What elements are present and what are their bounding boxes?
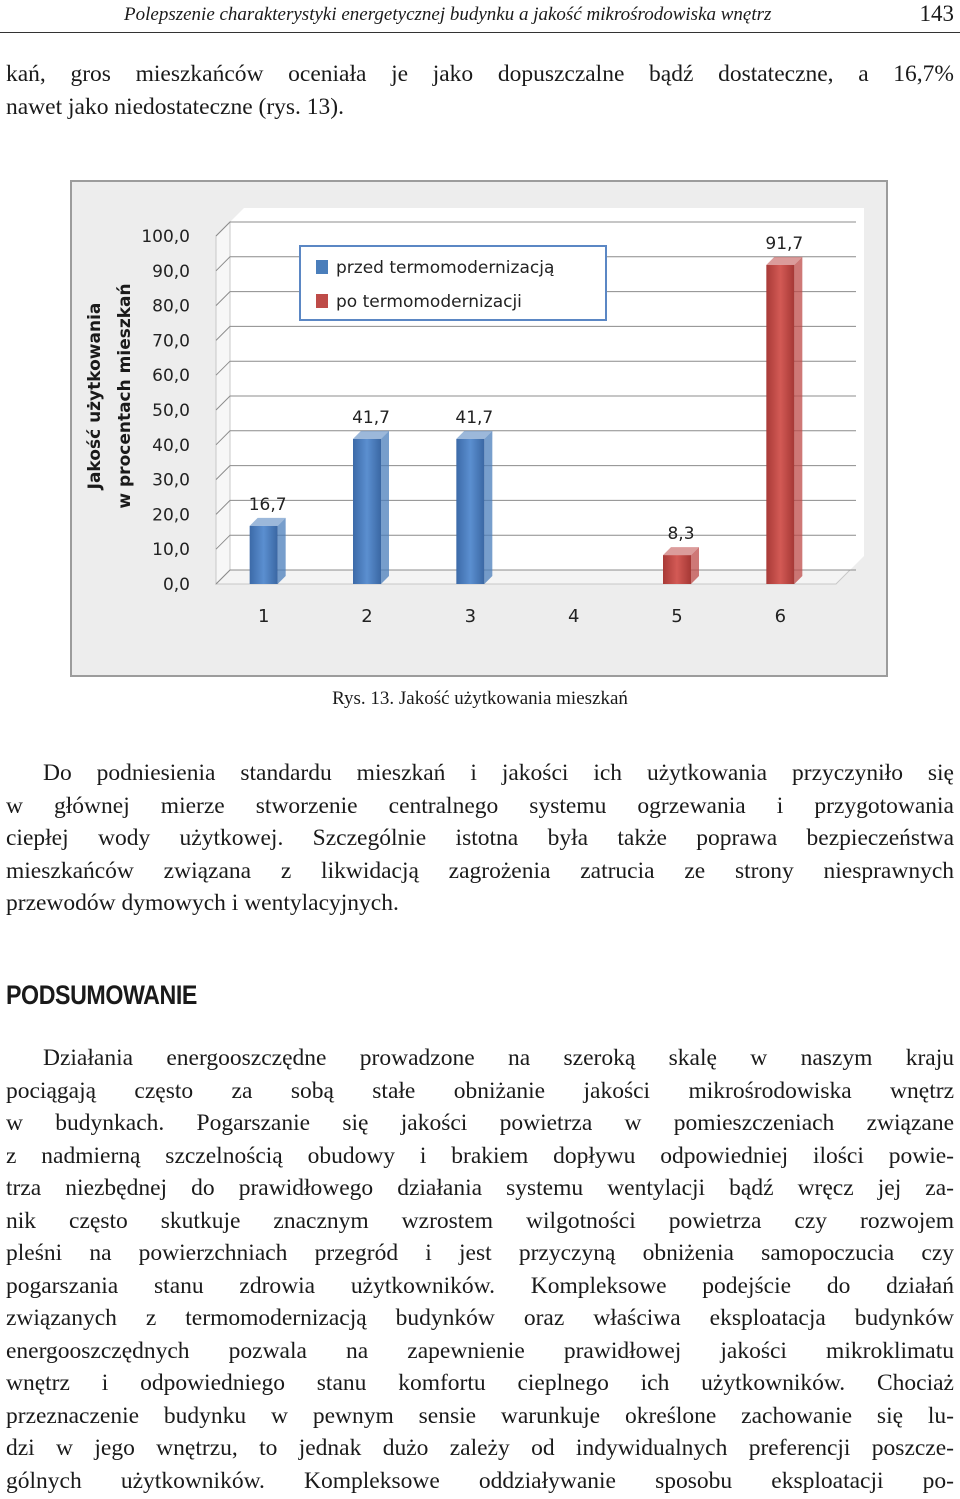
legend-swatch bbox=[316, 294, 328, 308]
bar-side bbox=[484, 431, 492, 584]
bar bbox=[766, 265, 794, 584]
y-tick-label: 40,0 bbox=[152, 435, 190, 456]
text-line: w głównej mierze stworzenie centralnego systemu ogrzewania i przygotowania bbox=[6, 792, 954, 819]
text-line: ciepłej wody użytkowej. Szczególnie istotna była także poprawa bezpieczeństwa bbox=[6, 825, 954, 851]
x-tick-label: 2 bbox=[361, 606, 373, 627]
text-line: z nadmierną szczelnością obudowy i brakiem dopływu odpowiedniej ilości powie- bbox=[6, 1142, 954, 1169]
data-label: 16,7 bbox=[248, 494, 287, 515]
page-number: 143 bbox=[919, 1, 954, 26]
body-paragraph-1 bbox=[6, 757, 954, 790]
bar-side bbox=[381, 431, 389, 584]
text-line: pogarszania stanu zdrowia użytkowników. Kompleksowe podejście do działań bbox=[6, 1272, 954, 1299]
text-line: dzi w jego wnętrzu, to jednak dużo zależy od indywidualnych preferencji poszcze- bbox=[6, 1435, 954, 1461]
text-line: pleśni na powierzchniach przegród i jest przyczyną obniżenia samopoczucia czy bbox=[6, 1240, 954, 1266]
body-paragraph-2-cont bbox=[6, 1075, 954, 1498]
text-line: kań, gros mieszkańców oceniała je jako dopuszczalne bądź dostateczne, a 16,7% bbox=[6, 61, 954, 87]
y-tick-label: 0,0 bbox=[162, 575, 190, 595]
body-paragraph-2 bbox=[6, 1042, 954, 1075]
bar bbox=[250, 526, 278, 584]
running-header bbox=[0, 0, 960, 33]
bar-chart bbox=[70, 180, 888, 677]
text-line: Działania energooszczędne prowadzone na szeroką skalę w naszym kraju bbox=[43, 1045, 954, 1071]
legend-label: po termomodernizacji bbox=[336, 292, 522, 312]
y-axis-label: Jakość użytkowania bbox=[85, 302, 105, 490]
y-tick-label: 10,0 bbox=[152, 540, 190, 561]
text-line: gólnych użytkowników. Kompleksowe oddziaływanie sposobu eksploatacji po- bbox=[6, 1467, 954, 1494]
x-tick-label: 5 bbox=[671, 606, 683, 627]
bar bbox=[353, 439, 381, 584]
y-tick-label: 30,0 bbox=[152, 470, 190, 491]
text-line: energooszczędnych pozwala na zapewnienie prawidłowej jakości mikroklimatu bbox=[6, 1337, 954, 1364]
intro-paragraph bbox=[6, 58, 954, 123]
legend-swatch bbox=[316, 260, 328, 274]
text-line: przewodów dymowych i wentylacyjnych. bbox=[6, 890, 399, 916]
text-line: związanych z termomodernizacją budynków oraz właściwa eksploatacja budynków bbox=[6, 1305, 954, 1331]
text-line: w budynkach. Pogarszanie się jakości powietrza w pomieszczeniach związane bbox=[6, 1110, 954, 1136]
legend-label: przed termomodernizacją bbox=[336, 258, 555, 278]
text-line: mieszkańców związana z likwidacją zagrożenia zatrucia ze strony niesprawnych bbox=[6, 857, 954, 884]
text-line: trza niezbędnej do prawidłowego działania systemu wentylacji bądź wręcz jej za- bbox=[6, 1175, 954, 1201]
y-tick-label: 70,0 bbox=[152, 331, 190, 352]
plot-floor bbox=[216, 570, 850, 584]
text-line: nawet jako niedostateczne (rys. 13). bbox=[6, 93, 345, 120]
data-label: 8,3 bbox=[667, 524, 695, 545]
text-line: wnętrz i odpowiedniego stanu komfortu cieplnego ich użytkowników. Chociaż bbox=[6, 1370, 954, 1396]
y-tick-label: 100,0 bbox=[141, 227, 190, 247]
text-line: nik często skutkuje znacznym wzrostem wilgotności powietrza czy rozwojem bbox=[6, 1207, 954, 1234]
y-tick-label: 80,0 bbox=[152, 296, 190, 317]
y-tick-label: 60,0 bbox=[152, 366, 190, 387]
text-line: przeznaczenie budynku w pewnym sensie warunkuje określone zachowanie się lu- bbox=[6, 1402, 954, 1429]
text-line: pociągają często za sobą stałe obniżanie jakości mikrośrodowiska wnętrz bbox=[6, 1077, 954, 1104]
y-tick-label: 90,0 bbox=[152, 261, 190, 282]
y-tick-label: 20,0 bbox=[152, 505, 190, 526]
figure-caption: Rys. 13. Jakość użytkowania mieszkań bbox=[332, 688, 628, 709]
body-paragraph-1-cont bbox=[6, 790, 954, 920]
running-title: Polepszenie charakterystyki energetycznej budynku a jakość mikrośrodowiska wnętrz bbox=[124, 4, 772, 25]
bar-side bbox=[794, 257, 802, 584]
y-tick-label: 50,0 bbox=[152, 401, 190, 421]
section-heading: PODSUMOWANIE bbox=[6, 980, 197, 1010]
chart-canvas bbox=[72, 182, 886, 675]
bar-side bbox=[278, 518, 286, 584]
x-tick-label: 4 bbox=[567, 606, 580, 627]
data-label: 41,7 bbox=[455, 407, 494, 428]
x-tick-label: 6 bbox=[774, 606, 787, 627]
bar bbox=[456, 439, 484, 584]
data-label: 41,7 bbox=[352, 407, 390, 428]
x-tick-label: 3 bbox=[464, 606, 477, 627]
x-tick-label: 1 bbox=[257, 606, 270, 627]
bar bbox=[663, 555, 691, 584]
data-label: 91,7 bbox=[765, 233, 804, 254]
text-line: Do podniesienia standardu mieszkań i jakości ich użytkowania przyczyniło się bbox=[43, 760, 954, 786]
y-axis-label: w procentach mieszkań bbox=[115, 283, 135, 509]
